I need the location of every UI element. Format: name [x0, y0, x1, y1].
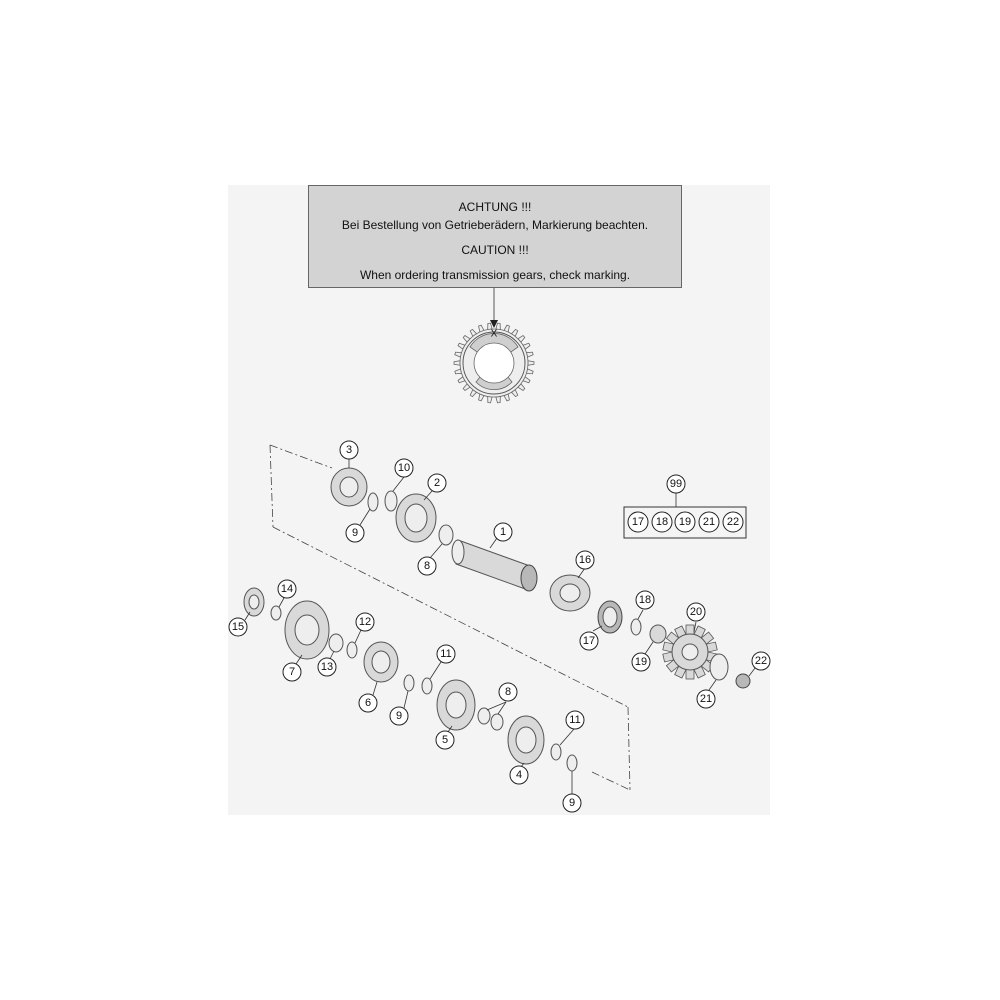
callout-3	[340, 441, 358, 459]
callout-1	[494, 523, 512, 541]
callout-number: 11	[569, 714, 581, 726]
marking-arrow	[490, 288, 498, 328]
callout-number: 5	[441, 734, 449, 746]
callout-12	[356, 613, 374, 631]
gear-7	[285, 601, 329, 659]
gear-2	[396, 494, 436, 542]
kit-item-18	[652, 512, 672, 532]
kit-item-17	[628, 512, 648, 532]
snap-ring-9-lower	[567, 755, 577, 771]
callout-9	[346, 524, 364, 542]
gear-6	[364, 642, 398, 682]
gear-tooth	[496, 396, 500, 402]
gear-4	[508, 716, 544, 764]
callout-number: 17	[631, 516, 645, 528]
marking-x-label: X	[490, 328, 498, 340]
callout-number: 14	[280, 583, 294, 595]
callout-number: 22	[726, 516, 740, 528]
callout-number: 21	[699, 693, 713, 705]
notice-german-heading: ACHTUNG !!!	[458, 200, 532, 214]
gear-tooth	[528, 361, 534, 366]
callout-number: 7	[288, 666, 296, 678]
washer-10	[385, 491, 397, 511]
washer-12	[347, 642, 357, 658]
callout-number: 8	[423, 560, 431, 572]
callout-11	[437, 645, 455, 663]
callout-number: 9	[395, 710, 403, 722]
washer-14	[271, 606, 281, 620]
callout-4	[510, 766, 528, 784]
marked-gear-illustration	[454, 323, 534, 403]
callout-8	[418, 557, 436, 575]
callout-number: 2	[433, 477, 441, 489]
callout-number: 12	[358, 616, 372, 628]
callout-2	[428, 474, 446, 492]
callout-7	[283, 663, 301, 681]
callout-number: 19	[678, 516, 692, 528]
callout-22	[752, 652, 770, 670]
callout-number: 4	[515, 769, 523, 781]
callout-number: 20	[689, 606, 703, 618]
callout-number: 18	[638, 594, 652, 606]
callout-17	[580, 632, 598, 650]
callout-5	[436, 731, 454, 749]
callout-20	[687, 603, 705, 621]
notice-english-text: When ordering transmission gears, check marking.	[359, 268, 631, 282]
gear-5	[437, 680, 475, 730]
callout-number: 13	[320, 661, 334, 673]
main-shaft-1	[452, 540, 537, 591]
callout-number: 8	[504, 686, 512, 698]
callout-number: 17	[582, 635, 596, 647]
needle-bearing-13	[329, 634, 343, 652]
callout-18	[636, 591, 654, 609]
bearing-15	[244, 588, 264, 616]
callout-number: 19	[634, 656, 648, 668]
needle-bearing-8-upper	[439, 525, 453, 545]
callout-number: 9	[351, 527, 359, 539]
callout-number: 18	[655, 516, 669, 528]
callout-10	[395, 459, 413, 477]
kit-item-19	[675, 512, 695, 532]
callout-8	[499, 683, 517, 701]
nut-22	[736, 674, 750, 688]
callout-number: 99	[669, 478, 683, 490]
notice-german-text: Bei Bestellung von Getrieberädern, Markierung beachten.	[341, 218, 649, 232]
needle-bearing-8-lower	[478, 708, 503, 730]
bearing-16	[550, 575, 590, 611]
washer-21	[710, 654, 728, 680]
sprocket-20	[663, 625, 717, 679]
callout-13	[318, 658, 336, 676]
callout-number: 1	[499, 526, 507, 538]
callout-9	[390, 707, 408, 725]
snap-ring-9-upper	[368, 493, 378, 511]
callout-15	[229, 618, 247, 636]
snap-ring-9-middle	[404, 675, 414, 691]
kit-item-22	[723, 512, 743, 532]
callout-11	[566, 711, 584, 729]
spacer-19	[650, 625, 666, 643]
gear-tooth	[454, 361, 460, 366]
notice-english-heading: CAUTION !!!	[461, 243, 529, 257]
callout-99	[667, 475, 685, 493]
callout-number: 3	[345, 444, 353, 456]
callout-number: 6	[364, 697, 372, 709]
callout-number: 21	[702, 516, 716, 528]
callout-14	[278, 580, 296, 598]
callout-9	[563, 794, 581, 812]
callout-number: 10	[397, 462, 411, 474]
washer-11-right	[551, 744, 561, 760]
o-ring-18	[631, 619, 641, 635]
washer-11-left	[422, 678, 432, 694]
callout-number: 16	[578, 554, 592, 566]
callout-19	[632, 653, 650, 671]
shift-dog-gear-3	[331, 468, 367, 506]
callout-number: 22	[754, 655, 768, 667]
kit-item-21	[699, 512, 719, 532]
callout-number: 11	[440, 648, 452, 660]
callout-21	[697, 690, 715, 708]
callout-number: 9	[568, 797, 576, 809]
callout-6	[359, 694, 377, 712]
callout-number: 15	[231, 621, 245, 633]
shaft-seal-17	[598, 601, 622, 633]
callout-16	[576, 551, 594, 569]
gear-tooth	[488, 396, 492, 402]
